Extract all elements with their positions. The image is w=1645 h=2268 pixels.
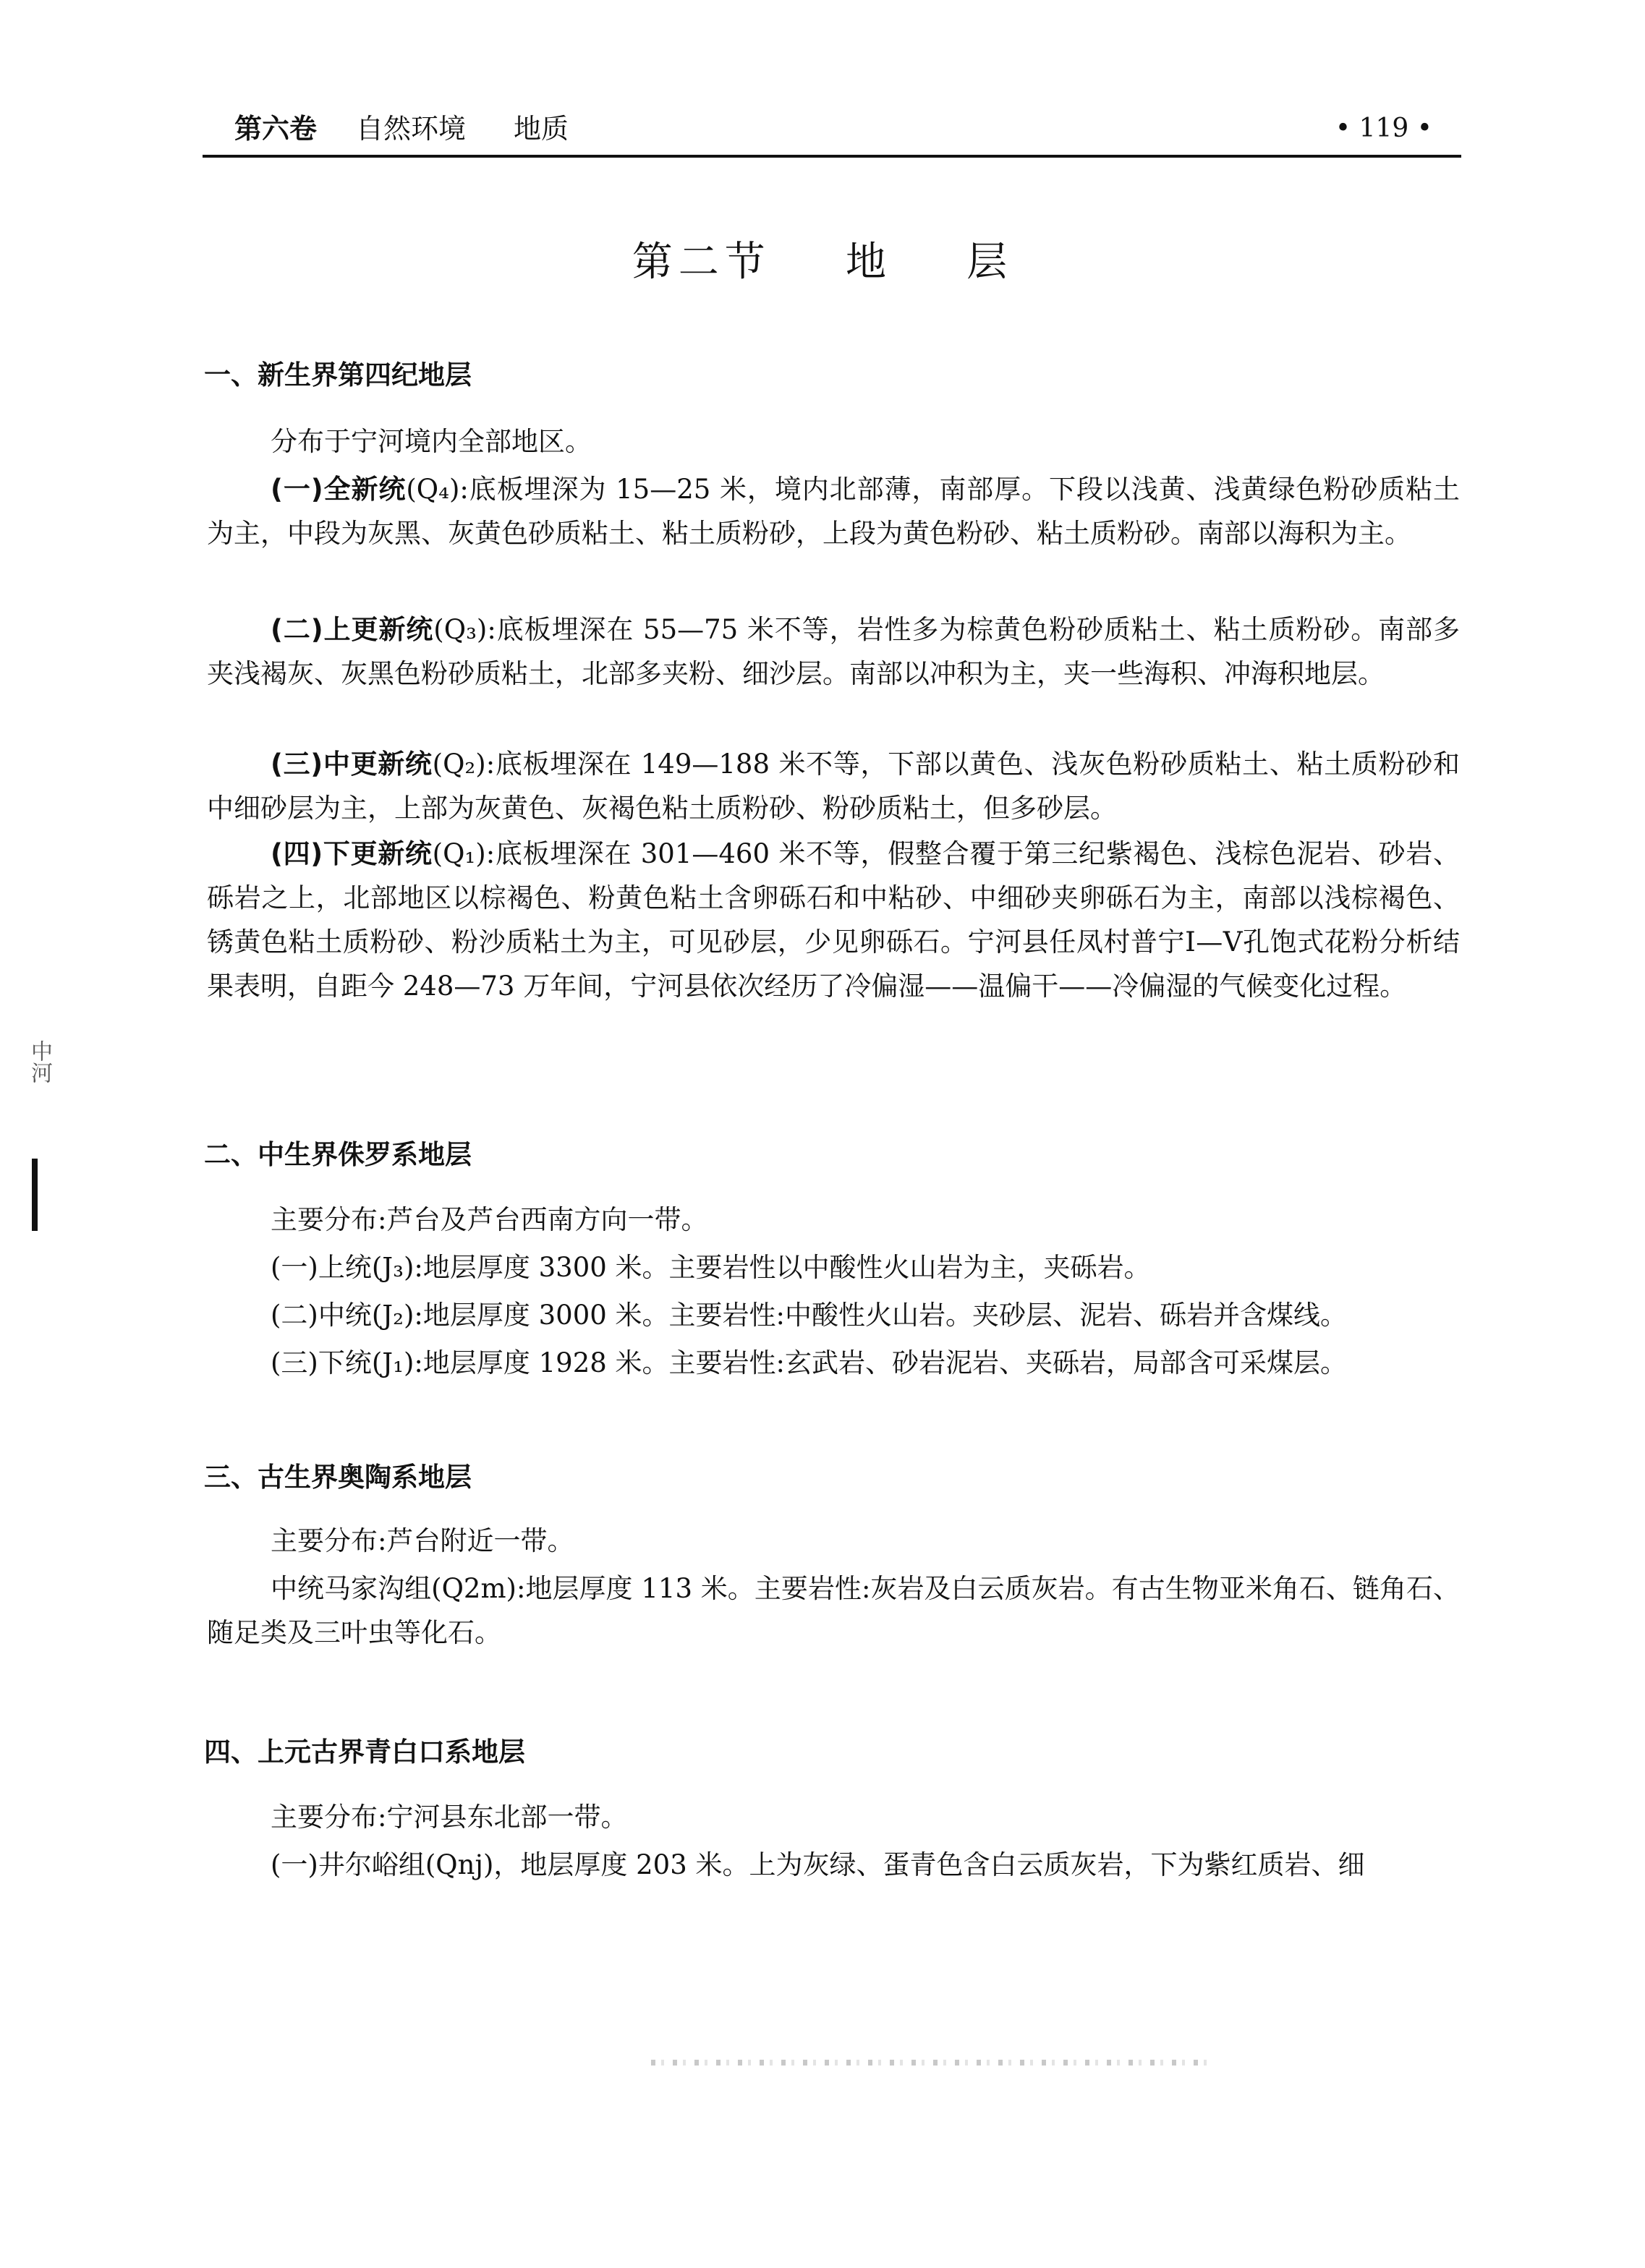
- volume-label: 第六卷: [234, 113, 318, 145]
- paragraph-upper-pleistocene: [207, 608, 1460, 696]
- item-label: (一)全新统: [271, 474, 407, 505]
- item-code: (Q₃): [433, 614, 488, 645]
- paragraph-holocene: [207, 467, 1460, 555]
- item-label: (二)上更新统: [271, 614, 434, 645]
- paragraph-intro: 分布于宁河境内全部地区。: [271, 426, 592, 457]
- subsection-label: 地质: [514, 113, 569, 145]
- binding-mark: [32, 1159, 38, 1231]
- margin-stamp: 中河: [27, 1040, 52, 1083]
- item-text: :底板埋深在 55—75 米不等，岩性多为棕黄色粉砂质粘土、粘土质粉砂。南部多夹浅褐灰、灰黑色粉砂质粘土，北部多夹粉、细沙层。南部以冲积为主，夹一些海积、冲海积地层。: [207, 614, 1460, 689]
- scan-artifact: [651, 2060, 1215, 2066]
- item-label: (四)下更新统: [271, 838, 433, 869]
- paragraph-line: (二)中统(J₂):地层厚度 3000 米。主要岩性:中酸性火山岩。夹砂层、泥岩、砾岩并含煤线。: [271, 1300, 1348, 1331]
- section-heading-ordovician: 三、古生界奥陶系地层: [204, 1462, 472, 1493]
- running-header: [203, 110, 1461, 155]
- paragraph-line: (三)下统(J₁):地层厚度 1928 米。主要岩性:玄武岩、砂岩泥岩、夹砾岩，局部含可采煤层。: [271, 1347, 1348, 1378]
- paragraph-line: (一)上统(J₃):地层厚度 3300 米。主要岩性以中酸性火山岩为主，夹砾岩。: [271, 1252, 1151, 1283]
- item-code: (Q₁): [432, 838, 486, 869]
- item-text: :底板埋深在 301—460 米不等，假整合覆于第三纪紫褐色、浅棕色泥岩、砂岩、砾岩之上，北部地区以棕褐色、粉黄色粘土含卵砾石和中粘砂、中细砂夹卵砾石为主，南部以浅棕褐色、锈黄色粘土质粉砂、粉沙质粘土为主，可见砂层，少见卵砾石。宁河县任凤村普宁Ⅰ—Ⅴ孔饱式花粉分析结果表明，自距今 248—73 万年间，宁河县依次经历了冷偏湿——温偏干——冷偏湿的气候变化过程。: [207, 838, 1460, 1002]
- paragraph-line: 主要分布:芦台附近一带。: [271, 1525, 574, 1556]
- item-code: (Q₂): [432, 749, 486, 780]
- section-heading-qingbaikou: 四、上元古界青白口系地层: [204, 1736, 525, 1768]
- section-heading-jurassic: 二、中生界侏罗系地层: [204, 1139, 472, 1170]
- paragraph-middle-pleistocene: [207, 742, 1460, 830]
- paragraph-line: 主要分布:宁河县东北部一带。: [271, 1802, 628, 1833]
- paragraph-lower-pleistocene: [207, 832, 1460, 1008]
- item-text: :底板埋深在 149—188 米不等，下部以黄色、浅灰色粉砂质粘土、粘土质粉砂和中细砂层为主，上部为灰黄色、灰褐色粘土质粉砂、粉砂质粘土，但多砂层。: [207, 749, 1460, 824]
- item-text: :底板埋深为 15—25 米，境内北部薄，南部厚。下段以浅黄、浅黄绿色粉砂质粘土为主，中段为灰黑、灰黄色砂质粘土、粘土质粉砂，上段为黄色粉砂、粘土质粉砂。南部以海积为主。: [207, 474, 1460, 549]
- page-number: • 119 •: [1335, 114, 1432, 143]
- page-title: 第二节 地 层: [632, 239, 1013, 286]
- paragraph-line: (一)井尔峪组(Qnj)，地层厚度 203 米。上为灰绿、蛋青色含白云质灰岩，下为紫红质岩、细: [271, 1849, 1365, 1880]
- section-heading-cenozoic: 一、新生界第四纪地层: [204, 359, 472, 391]
- paragraph-line: 中统马家沟组(Q2m):地层厚度 113 米。主要岩性:灰岩及白云质灰岩。有古生物亚米角石、链角石、随足类及三叶虫等化石。: [207, 1573, 1460, 1648]
- item-label: (三)中更新统: [271, 749, 433, 780]
- paragraph-line: 主要分布:芦台及芦台西南方向一带。: [271, 1204, 708, 1235]
- section-label: 自然环境: [356, 113, 467, 145]
- header-rule: [203, 155, 1461, 158]
- item-code: (Q₄): [406, 474, 460, 505]
